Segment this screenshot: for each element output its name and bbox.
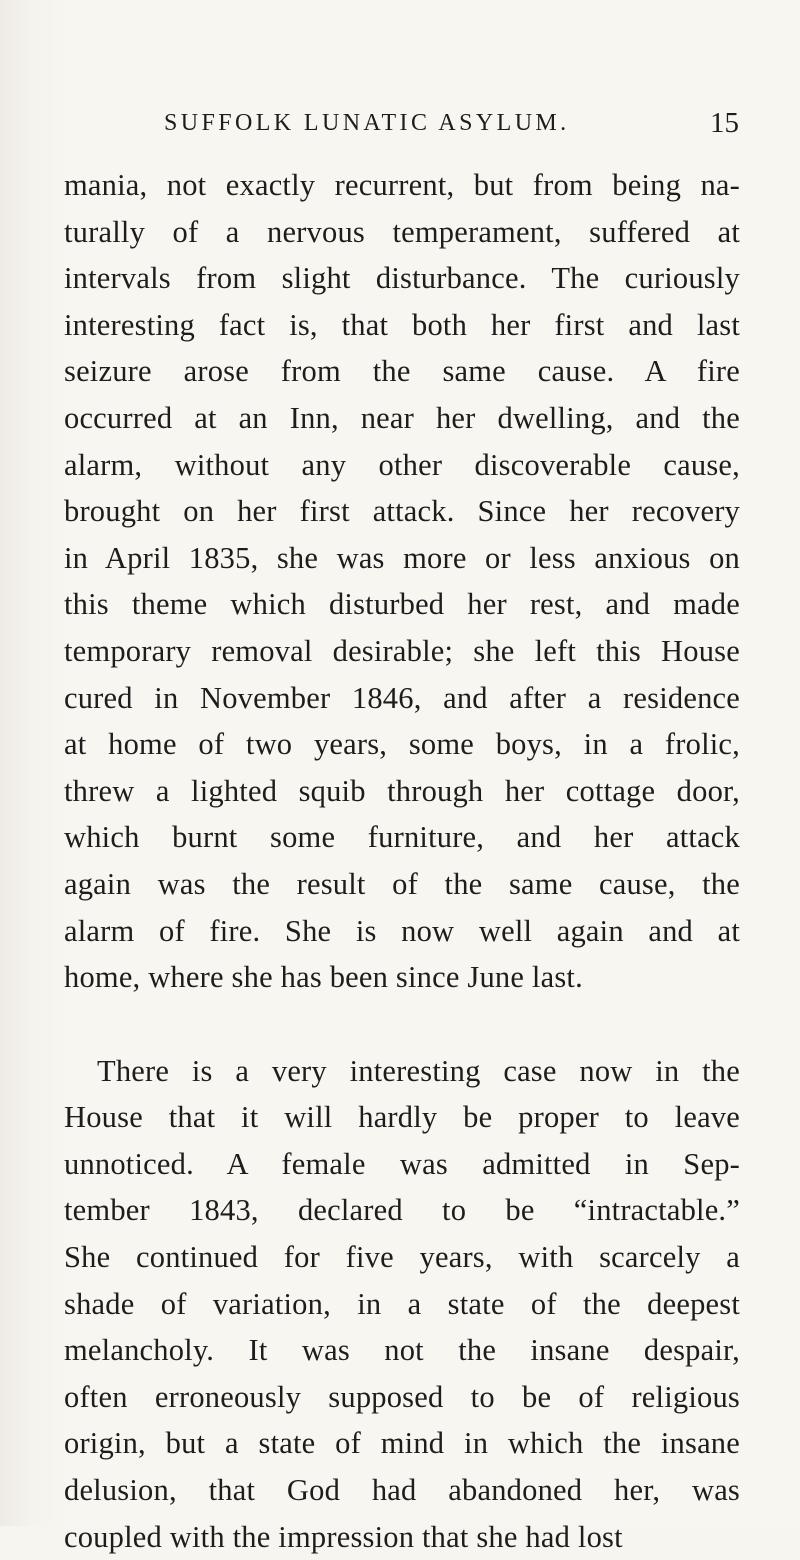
text-line: She continued for five years, with scarcely a bbox=[64, 1240, 740, 1275]
text-line: in April 1835, she was more or less anxious on bbox=[64, 540, 740, 575]
text-line: cured in November 1846, and after a residence bbox=[64, 680, 740, 715]
running-title: SUFFOLK LUNATIC ASYLUM. bbox=[164, 110, 570, 136]
text-line: brought on her first attack. Since her recovery bbox=[64, 494, 740, 529]
text-line: at home of two years, some boys, in a frolic, bbox=[64, 727, 740, 762]
text-line: unnoticed. A female was admitted in Sep- bbox=[64, 1146, 740, 1181]
paragraph-1 bbox=[64, 162, 740, 1001]
text-line: seizure arose from the same cause. A fire bbox=[64, 354, 740, 389]
text-line: melancholy. It was not the insane despair, bbox=[64, 1333, 740, 1368]
paragraph-spacer bbox=[64, 1001, 740, 1048]
text-line: which burnt some furniture, and her attack bbox=[64, 820, 740, 855]
text-line: alarm, without any other discoverable cause, bbox=[64, 447, 740, 482]
paragraph-2 bbox=[64, 1048, 740, 1560]
text-line: shade of variation, in a state of the deepest bbox=[64, 1286, 740, 1321]
text-line: intervals from slight disturbance. The curiously bbox=[64, 261, 740, 296]
text-line: delusion, that God had abandoned her, was bbox=[64, 1473, 740, 1508]
text-line: origin, but a state of mind in which the insane bbox=[64, 1426, 740, 1461]
text-line: temporary removal desirable; she left this House bbox=[64, 633, 740, 668]
text-line: often erroneously supposed to be of religious bbox=[64, 1379, 740, 1414]
text-line: alarm of fire. She is now well again and at bbox=[64, 913, 740, 948]
text-line: There is a very interesting case now in the bbox=[97, 1053, 740, 1088]
text-line: threw a lighted squib through her cottage door, bbox=[64, 773, 740, 808]
page-number: 15 bbox=[710, 107, 739, 139]
text-line: interesting fact is, that both her first and last bbox=[64, 307, 740, 342]
text-line: turally of a nervous temperament, suffered at bbox=[64, 214, 740, 249]
text-line: tember 1843, declared to be “intractable.” bbox=[64, 1193, 740, 1228]
text-line: home, where she has been since June last. bbox=[64, 960, 583, 995]
text-line: again was the result of the same cause, the bbox=[64, 866, 740, 901]
text-line: occurred at an Inn, near her dwelling, and the bbox=[64, 400, 740, 435]
text-line: House that it will hardly be proper to leave bbox=[64, 1100, 740, 1135]
text-line: mania, not exactly recurrent, but from being na- bbox=[64, 168, 740, 202]
body-text bbox=[64, 162, 740, 1560]
text-line: coupled with the impression that she had lost bbox=[64, 1519, 623, 1554]
text-line: this theme which disturbed her rest, and made bbox=[64, 587, 740, 622]
running-head bbox=[164, 103, 739, 143]
